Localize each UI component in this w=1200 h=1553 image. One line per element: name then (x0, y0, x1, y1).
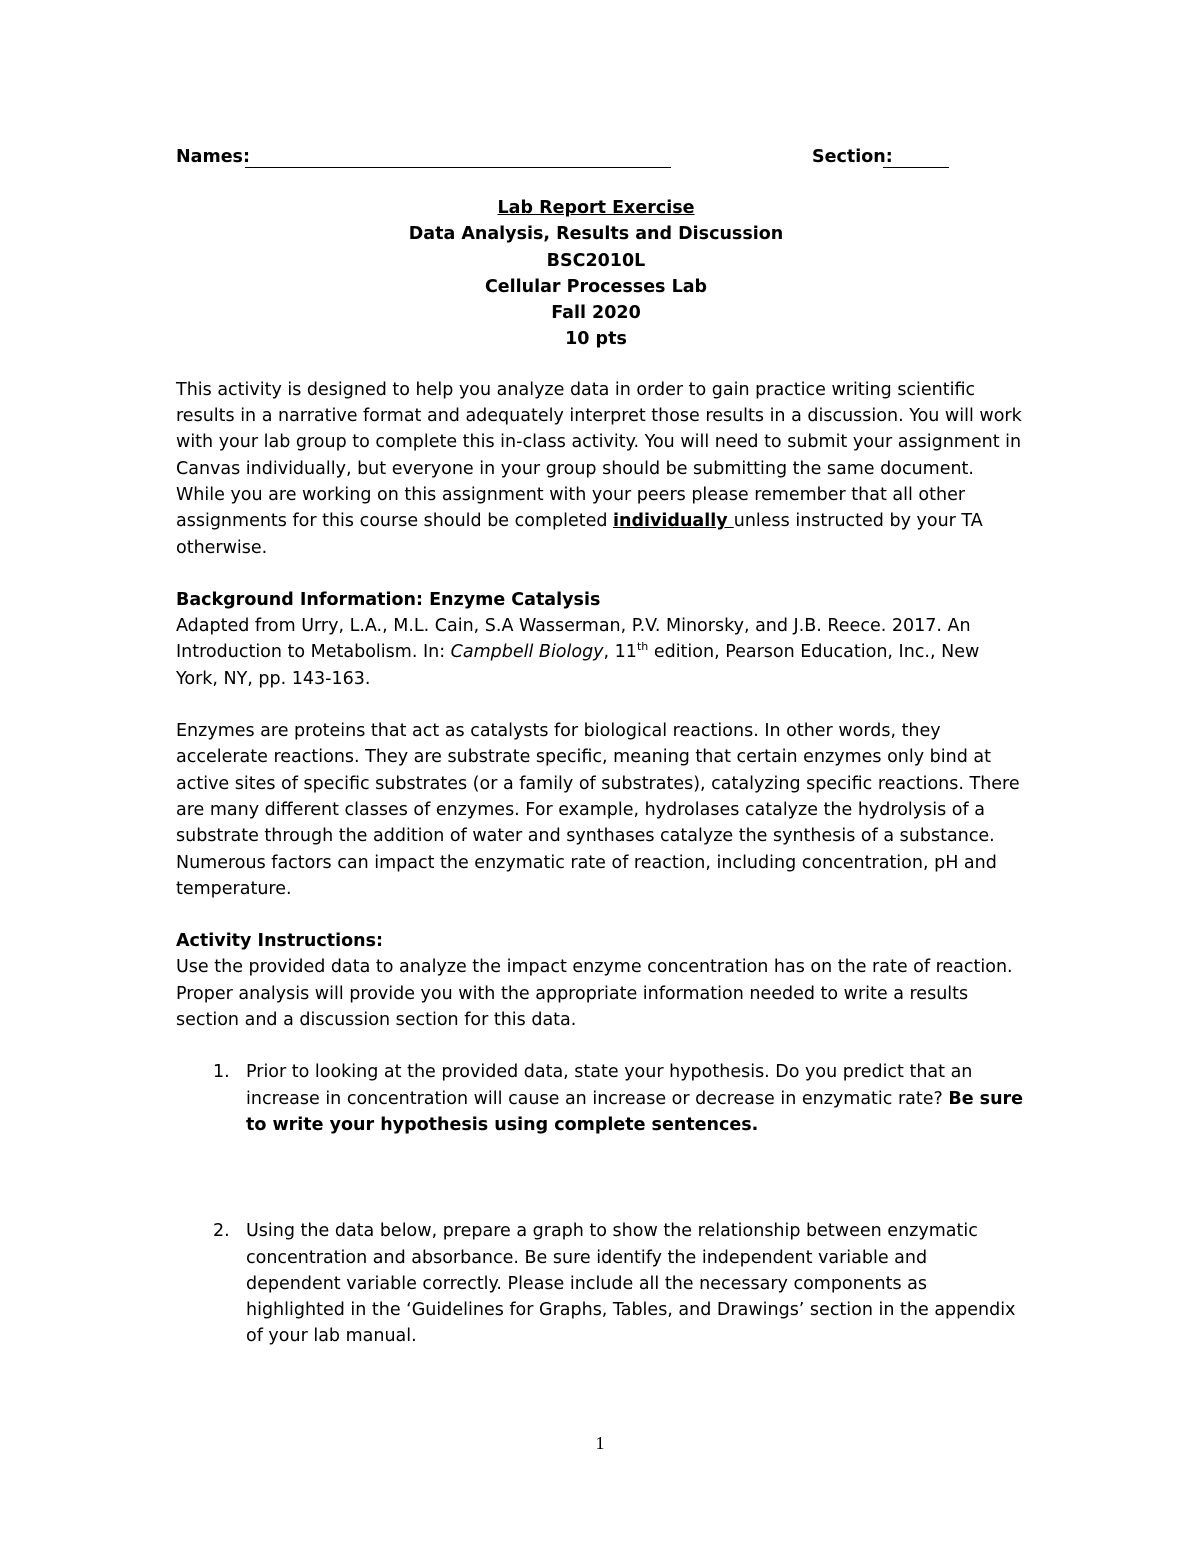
intro-text-2: unless instructed by your TA otherwise. (176, 511, 983, 558)
question-number: 2. (213, 1221, 230, 1242)
citation-superscript: th (636, 640, 649, 654)
question-item-2 (176, 1218, 1026, 1349)
intro-emphasis: individually (613, 511, 734, 532)
section-blank-line (883, 167, 949, 168)
title-block (176, 195, 1016, 353)
document-page (176, 140, 1026, 1350)
citation-text-3: edition, Pearson Education, Inc., New York, NY, pp. 143-163. (176, 642, 980, 689)
question-number: 1. (213, 1062, 230, 1083)
page-number: 1 (595, 1433, 605, 1453)
document-subtitle: Data Analysis, Results and Discussion (408, 224, 784, 245)
points: 10 pts (565, 329, 627, 350)
question-item-1 (176, 1059, 1026, 1138)
document-title: Lab Report Exercise (497, 198, 695, 218)
citation-text-1: Adapted from Urry, L.A., M.L. Cain, S.A Wasserman, P.V. Minorsky, and J.B. Reece. 2017. An Introduction to Metabolism. In: (176, 616, 971, 663)
names-blank-line (245, 167, 671, 168)
intro-paragraph (176, 377, 1026, 561)
activity-heading: Activity Instructions: (176, 931, 384, 952)
question-bold-text: Be sure to write your hypothesis using complete sentences. (246, 1088, 1024, 1135)
background-heading: Background Information: Enzyme Catalysis (176, 589, 601, 610)
term: Fall 2020 (551, 303, 641, 324)
course-code: BSC2010L (546, 250, 646, 271)
question-text: Using the data below, prepare a graph to show the relationship between enzymatic concentration and absorbance. Be sure identify the independent variable and dependent variable correctly. Please include all the necessary components as highlighted in the ‘Guidelines for Graphs, Tables, and Drawings’ section in the appendix of your lab manual. (246, 1221, 1016, 1347)
citation-text-2: , 11 (603, 642, 637, 663)
activity-paragraph: Use the provided data to analyze the impact enzyme concentration has on the rate of reaction. Proper analysis will provide you with the appropriate information needed to write a results section and a discussion section for this data. (176, 957, 1013, 1031)
enzymes-paragraph: Enzymes are proteins that act as catalysts for biological reactions. In other words, they accelerate reactions. They are substrate specific, meaning that certain enzymes only bind at active sites of specific substrates (or a family of substrates), catalyzing specific reactions. There are many different classes of enzymes. For example, hydrolases catalyze the hydrolysis of a substrate through the addition of water and synthases catalyze the synthesis of a substance. Numerous factors can impact the enzymatic rate of reaction, including concentration, pH and temperature. (176, 721, 1020, 899)
question-list (176, 1059, 1026, 1349)
question-text: Prior to looking at the provided data, state your hypothesis. Do you predict that an increase in concentration will cause an increase or decrease in enzymatic rate? (246, 1062, 973, 1109)
citation-book-title: Campbell Biology (450, 642, 604, 663)
header-row (176, 140, 1026, 174)
intro-text-1: This activity is designed to help you analyze data in order to gain practice writing scientific results in a narrative format and adequately interpret those results in a discussion. You will work with your lab group to complete this in-class activity. You will need to submit your assignment in Canvas individually, but everyone in your group should be submitting the same document. While you are working on this assignment with your peers please remember that all other assignments for this course should be completed (176, 379, 1022, 532)
citation-paragraph (176, 613, 1026, 692)
names-label: Names: (176, 147, 250, 167)
section-label: Section: (812, 147, 893, 167)
course-name: Cellular Processes Lab (484, 276, 708, 297)
